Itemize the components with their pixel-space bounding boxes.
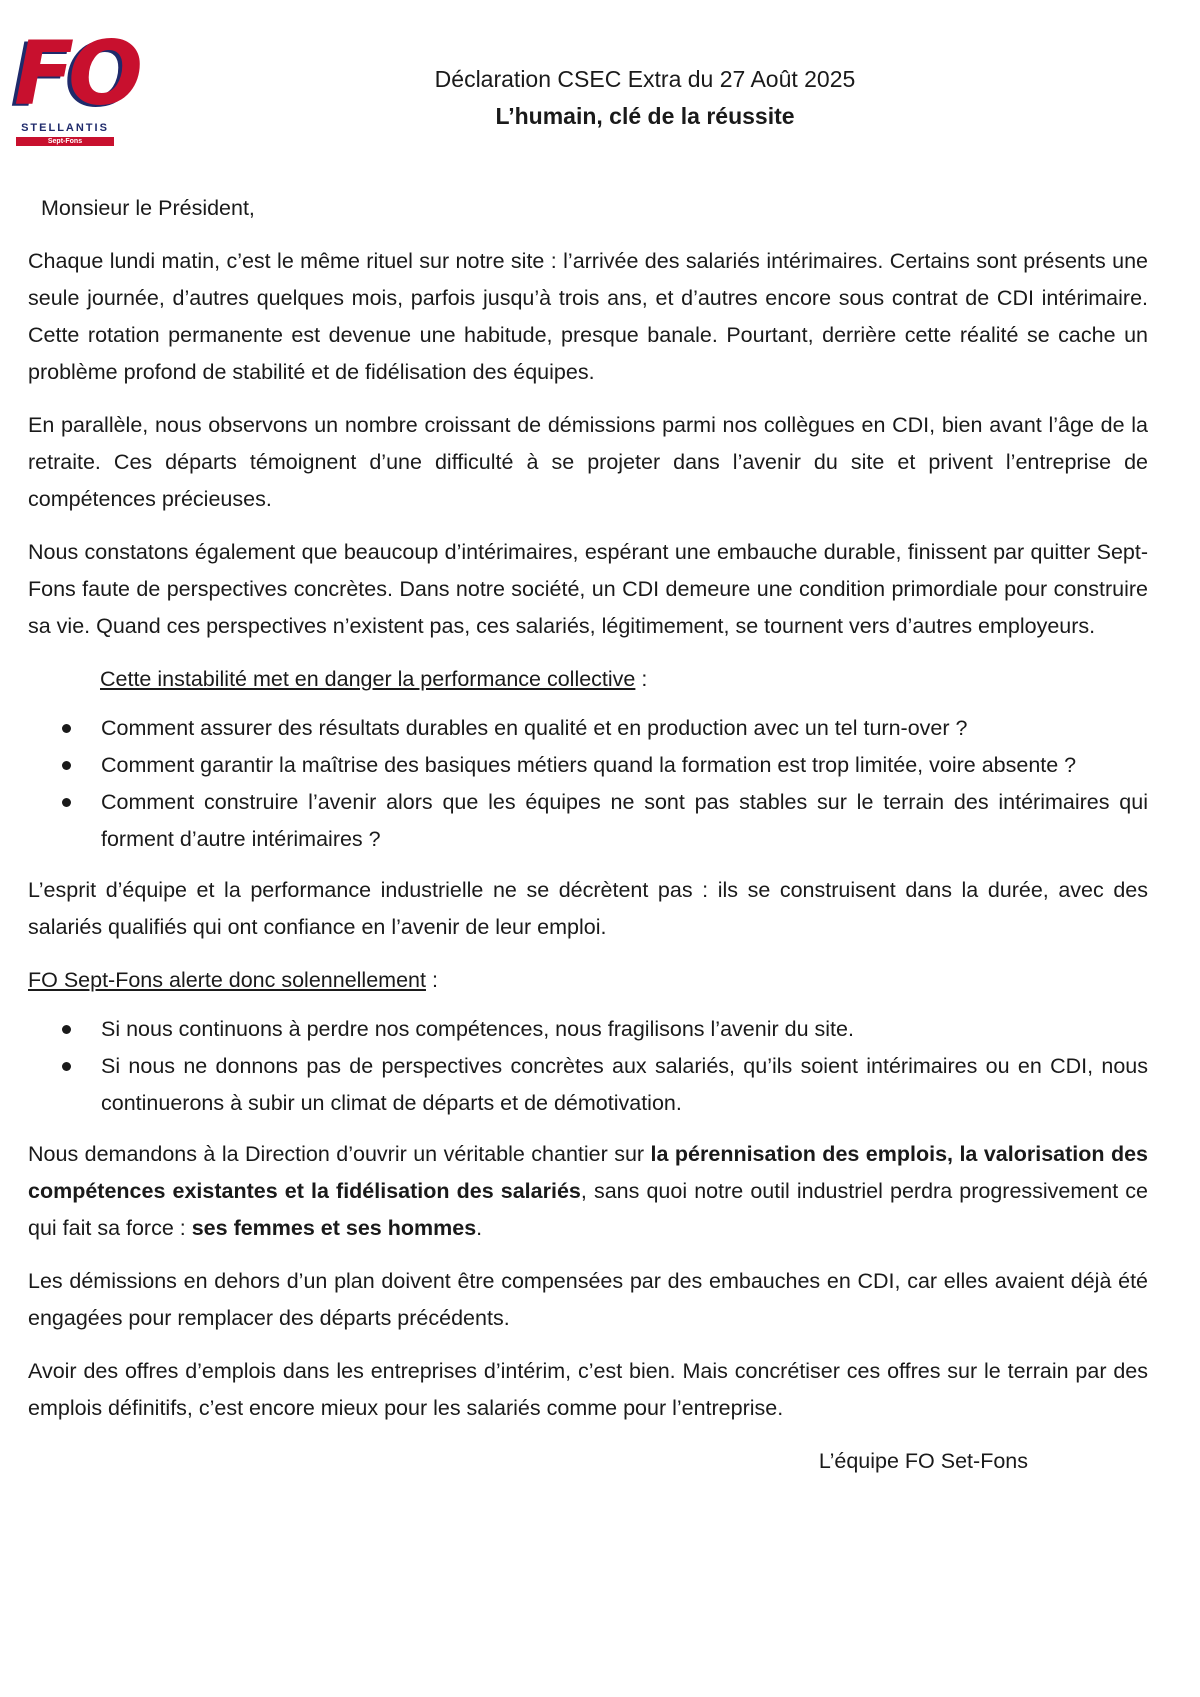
section-heading-alert-suffix: : [425,968,438,992]
logo-site-text: Sept-Fons [16,137,114,146]
paragraph-2: En parallèle, nous observons un nombre croissant de démissions parmi nos collègues en CDI, bien avant l’âge de la retraite. Ces départs témoignent d’une difficulté à se projeter dans l’avenir du site et privent l’entreprise de compétences précieuses. [28,413,1148,511]
list-item [28,1011,1148,1048]
paragraph-4: L’esprit d’équipe et la performance industrielle ne se décrètent pas : ils se construisent dans la durée, avec des salariés qualifiés qui ont confiance en l’avenir de leur emploi. [28,878,1148,939]
list-item [28,747,1148,784]
p5-part-e: . [476,1216,483,1240]
bullet-icon [62,724,71,733]
logo-brand-text: STELLANTIS [21,122,109,134]
section-heading-alert-text: FO Sept-Fons alerte donc solennellement [28,968,426,992]
list-item-text: Si nous ne donnons pas de perspectives concrètes aux salariés, qu’ils soient intérimaires ou en CDI, nous continuerons à subir un climat de départs et de démotivation. [101,1054,1148,1115]
list-item-text: Comment construire l’avenir alors que les équipes ne sont pas stables sur le terrain des intérimaires qui forment d’autre intérimaires ? [101,790,1148,851]
list-item-text: Comment garantir la maîtrise des basiques métiers quand la formation est trop limitée, voire absente ? [101,753,1077,777]
paragraph-1: Chaque lundi matin, c’est le même rituel sur notre site : l’arrivée des salariés intérimaires. Certains sont présents une seule journée, d’autres quelques mois, parfois jusqu’à trois ans, et d’autres encore sous contrat de CDI intérimaire. Cette rotation permanente est devenue une habitude, presque banale. Pourtant, derrière cette réalité se cache un problème profond de stabilité et de fidélisation des équipes. [28,249,1148,384]
document-subtitle: L’humain, clé de la réussite [495,103,795,129]
salutation: Monsieur le Président, [41,196,255,220]
bullet-icon [62,761,71,770]
p5-bold-people: ses femmes et ses hommes [191,1216,477,1240]
list-item [28,784,1148,858]
list-item [28,1048,1148,1122]
section-heading-instability-suffix: : [635,667,648,691]
letter-body [28,190,1148,1502]
paragraph-7: Avoir des offres d’emplois dans les entreprises d’intérim, c’est bien. Mais concrétiser ces offres sur le terrain par des emplois définitifs, c’est encore mieux pour les salariés comme pour l’entreprise. [28,1359,1148,1420]
list-item-text: Comment assurer des résultats durables en qualité et en production avec un tel turn-over ? [101,716,968,740]
bullet-list-questions [28,710,1148,858]
section-heading-instability [28,661,1148,698]
section-heading-alert [28,962,1148,999]
bullet-icon [62,798,71,807]
p5-part-a: Nous demandons à la Direction d’ouvrir un véritable chantier sur [28,1142,651,1166]
document-title: Déclaration CSEC Extra du 27 Août 2025 [434,66,856,92]
p5-part-c: , sans quoi notre outil industriel perdra progressivement ce qui fait sa force : [28,1179,1148,1240]
paragraph-5-demands [28,1136,1148,1247]
section-heading-instability-text: Cette instabilité met en danger la performance collective [100,667,636,691]
paragraph-6: Les démissions en dehors d’un plan doivent être compensées par des embauches en CDI, car elles avaient déjà été engagées pour remplacer des départs précédents. [28,1269,1148,1330]
bullet-list-alerts [28,1011,1148,1122]
paragraph-3: Nous constatons également que beaucoup d’intérimaires, espérant une embauche durable, finissent par quitter Sept-Fons faute de perspectives concrètes. Dans notre société, un CDI demeure une condition primordiale pour construire sa vie. Quand ces perspectives n’existent pas, ces salariés, légitimement, se tournent vers d’autres employeurs. [28,540,1148,638]
list-item [28,710,1148,747]
list-item-text: Si nous continuons à perdre nos compétences, nous fragilisons l’avenir du site. [101,1017,854,1041]
signature: L’équipe FO Set-Fons [818,1449,1028,1473]
bullet-icon [62,1025,71,1034]
bullet-icon [62,1062,71,1071]
logo-fo-text: FO [14,22,137,125]
p5-bold-demands: la pérennisation des emplois, la valorisation des compétences existantes et la fidélisation des salariés [28,1142,1148,1203]
